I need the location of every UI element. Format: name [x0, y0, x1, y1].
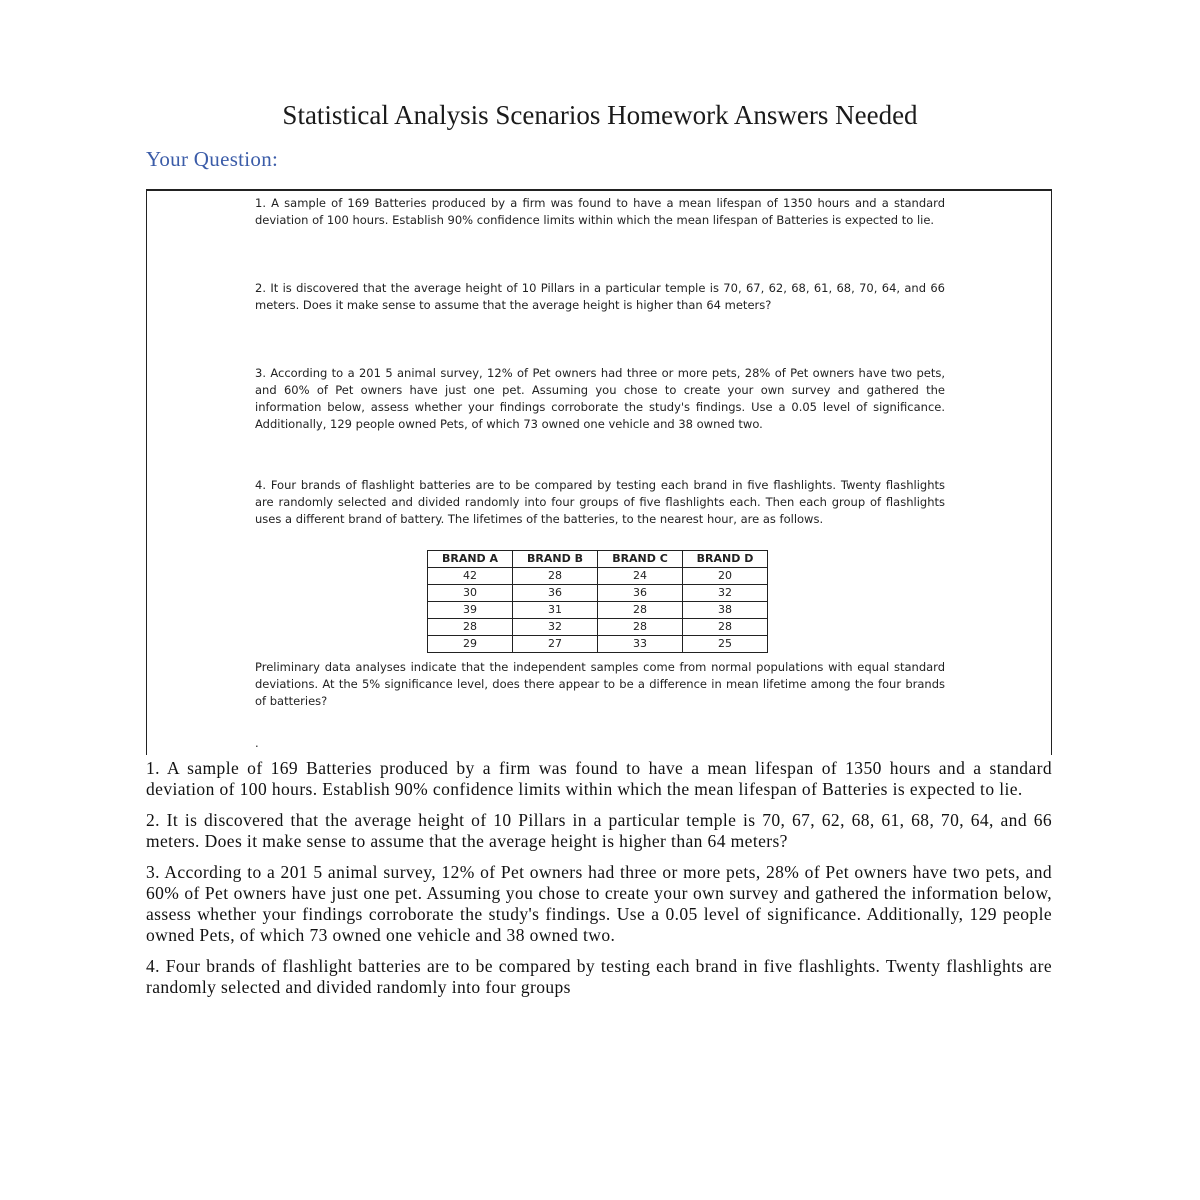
table-header: BRAND C	[598, 551, 683, 568]
table-cell: 33	[598, 636, 683, 653]
question-label: Your Question:	[146, 147, 279, 171]
table-cell: 28	[513, 568, 598, 585]
answer-body-text	[146, 758, 1052, 1008]
body-question-1: 1. A sample of 169 Batteries produced by a firm was found to have a mean lifespan of 1350 hours and a standard deviation of 100 hours. Establish 90% confidence limits within which the mean lifespan of Batteries is expected to lie.	[146, 758, 1052, 799]
table-cell: 25	[683, 636, 768, 653]
table-header: BRAND D	[683, 551, 768, 568]
scan-question-2: 2. It is discovered that the average height of 10 Pillars in a particular temple is 70, 67, 62, 68, 61, 68, 70, 64, and 66 meters. Does it make sense to assume that the average height is higher than 64 meters?	[255, 281, 945, 312]
table-cell: 38	[683, 602, 768, 619]
table-cell: 30	[428, 585, 513, 602]
scan-question-1: 1. A sample of 169 Batteries produced by a firm was found to have a mean lifespan of 1350 hours and a standard deviation of 100 hours. Establish 90% confidence limits within which the mean lifespan of Batteries is expected to lie.	[255, 196, 945, 227]
table-header-row	[428, 551, 768, 568]
table-row	[428, 602, 768, 619]
scan-note: Preliminary data analyses indicate that the independent samples come from normal populations with equal standard deviations. At the 5% significance level, does there appear to be a difference in mean lifetime among the four brands of batteries?	[255, 660, 945, 708]
body-question-4: 4. Four brands of flashlight batteries are to be compared by testing each brand in five flashlights. Twenty flashlights are randomly selected and divided randomly into four groups	[146, 956, 1052, 997]
table-cell: 20	[683, 568, 768, 585]
table-row	[428, 585, 768, 602]
page-title: Statistical Analysis Scenarios Homework Answers Needed	[282, 100, 918, 130]
body-question-2: 2. It is discovered that the average height of 10 Pillars in a particular temple is 70, 67, 62, 68, 61, 68, 70, 64, and 66 meters. Does it make sense to assume that the average height is higher than 64 meters?	[146, 810, 1052, 851]
table-header: BRAND B	[513, 551, 598, 568]
table-cell: 28	[428, 619, 513, 636]
body-question-3: 3. According to a 201 5 animal survey, 12% of Pet owners had three or more pets, 28% of Pet owners have two pets, and 60% of Pet owners have just one pet. Assuming you chose to create your own survey and gathered the information below, assess whether your findings corroborate the study's findings. Use a 0.05 level of significance. Additionally, 129 people owned Pets, of which 73 owned one vehicle and 38 owned two.	[146, 862, 1052, 945]
scan-dot: .	[255, 736, 259, 750]
table-row	[428, 636, 768, 653]
table-cell: 32	[683, 585, 768, 602]
table-cell: 28	[598, 619, 683, 636]
table-row	[428, 568, 768, 585]
table-cell: 28	[683, 619, 768, 636]
table-cell: 28	[598, 602, 683, 619]
table-cell: 31	[513, 602, 598, 619]
table-cell: 24	[598, 568, 683, 585]
table-row	[428, 619, 768, 636]
scan-question-4: 4. Four brands of flashlight batteries are to be compared by testing each brand in five flashlights. Twenty flashlights are randomly selected and divided randomly into four groups of five flashlights each. Then each group of flashlights uses a different brand of battery. The lifetimes of the batteries, to the nearest hour, are as follows.	[255, 478, 945, 526]
table-cell: 29	[428, 636, 513, 653]
table-cell: 42	[428, 568, 513, 585]
battery-lifetime-table	[427, 550, 768, 653]
table-cell: 27	[513, 636, 598, 653]
table-cell: 32	[513, 619, 598, 636]
table-header: BRAND A	[428, 551, 513, 568]
table-cell: 36	[513, 585, 598, 602]
table-cell: 36	[598, 585, 683, 602]
table-cell: 39	[428, 602, 513, 619]
question-image	[146, 189, 1052, 755]
scan-question-3: 3. According to a 201 5 animal survey, 12% of Pet owners had three or more pets, 28% of Pet owners have two pets, and 60% of Pet owners have just one pet. Assuming you chose to create your own survey and gathered the information below, assess whether your findings corroborate the study's findings. Use a 0.05 level of significance. Additionally, 129 people owned Pets, of which 73 owned one vehicle and 38 owned two.	[255, 366, 945, 431]
